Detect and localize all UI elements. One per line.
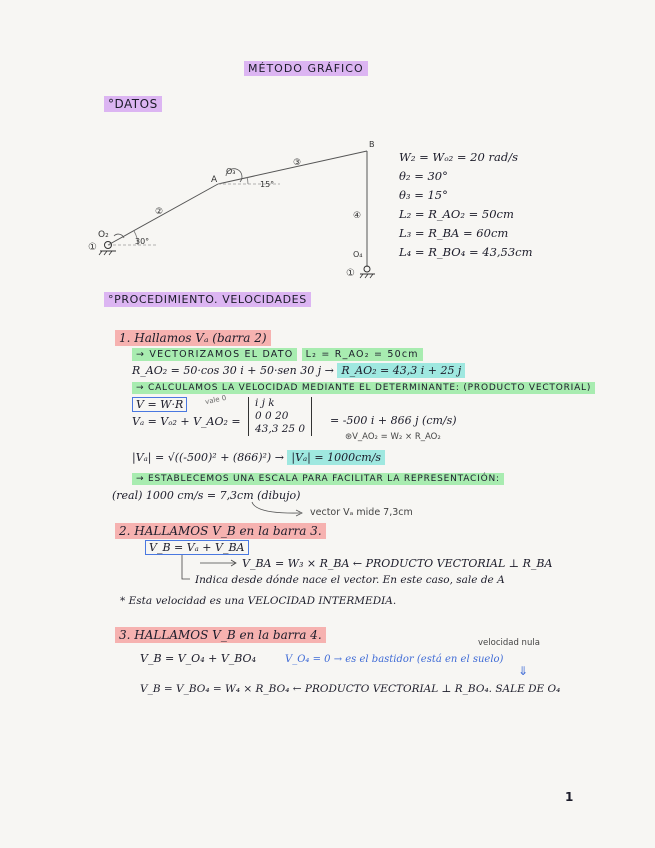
va-equation: Vₐ = Vₒ₂ + V_AO₂ = <box>132 415 241 428</box>
rao2-equation: R_AO₂ = 50·cos 30 i + 50·sen 30 j → <box>132 364 334 377</box>
mag-equation: |Vₐ| = √((-500)² + (866)²) → <box>132 451 284 464</box>
label-b: B <box>369 140 375 149</box>
datos-values <box>399 148 533 262</box>
escala-arrow-icon <box>250 500 310 518</box>
datos-heading: °DATOS <box>104 96 162 112</box>
dato-theta3: θ₃ = 15° <box>399 188 448 202</box>
ground-o4-icon <box>360 266 375 278</box>
magnitude-line <box>132 451 385 464</box>
mag-result: |Vₐ| = 1000cm/s <box>287 450 385 465</box>
label-o2: O₂ <box>98 230 109 240</box>
step1-title: 1. Hallamos Vₐ (barra 2) <box>115 330 271 346</box>
step3-side-note: velocidad nula <box>478 638 540 648</box>
label-1b: ① <box>346 268 355 279</box>
step3-eq1: V_B = V_O₄ + V_BO₄ <box>140 652 256 665</box>
step3-down-arrow-icon: ⇓ <box>518 664 529 678</box>
escala-equation: (real) 1000 cm/s = 7,3cm (dibujo) <box>112 489 301 502</box>
escala-line: → ESTABLECEMOS UNA ESCALA PARA FACILITAR LA REPRESENTACIÓN: <box>132 473 504 485</box>
rao2-result: R_AO₂ = 43,3 i + 25 j <box>337 363 465 378</box>
l2-equation: L₂ = R_AO₂ = 50cm <box>302 348 423 361</box>
side-note-vale0: vale 0 <box>204 393 227 407</box>
procedimiento-heading: °PROCEDIMIENTO. VELOCIDADES <box>104 292 311 307</box>
label-1a: ① <box>88 242 97 253</box>
step2-title: 2. HALLAMOS V_B en la barra 3. <box>115 523 326 539</box>
page-number: 1 <box>565 790 574 804</box>
step2-note: * Esta velocidad es una VELOCIDAD INTERMEDIA. <box>120 595 397 607</box>
label-4: ④ <box>353 211 362 221</box>
label-o4: O₄ <box>353 250 363 259</box>
vectorizamos-line <box>132 349 423 360</box>
calculamos-line: → CALCULAMOS LA VELOCIDAD MEDIANTE EL DETERMINANTE: (PRODUCTO VECTORIAL) <box>132 382 595 394</box>
det-row3: 43,3 25 0 <box>255 423 306 435</box>
dato-l4: L₄ = R_BO₄ = 43,53cm <box>399 245 533 259</box>
page-title: MÉTODO GRÁFICO <box>244 61 368 76</box>
vectorizamos-label: → VECTORIZAMOS EL DATO <box>132 348 297 361</box>
label-a: A <box>211 175 218 185</box>
step2-eq2: V_BA = W₃ × R_BA ← PRODUCTO VECTORIAL ⊥ R_BA <box>242 557 553 570</box>
dato-w2: W₂ = Wₒ₂ = 20 rad/s <box>399 150 518 164</box>
mechanism-diagram <box>80 132 380 282</box>
formula-box: V = W·R <box>132 397 187 412</box>
dato-l3: L₃ = R_BA = 60cm <box>399 226 509 240</box>
step2-eq1-text: V_B = Vₐ + V_BA <box>145 540 249 555</box>
step2-eq1 <box>145 541 249 554</box>
step3-eq2: V_B = V_BO₄ = W₄ × R_BO₄ ← PRODUCTO VECTORIAL ⊥ R_BO₄. SALE DE O₄ <box>140 683 561 695</box>
det-row2: 0 0 20 <box>255 410 289 422</box>
det-row1: i j k <box>255 397 275 409</box>
ground-o2-icon <box>99 242 116 256</box>
dato-l2: L₂ = R_AO₂ = 50cm <box>399 207 514 221</box>
escala-note: vector Vₐ mide 7,3cm <box>310 507 413 518</box>
rao2-line <box>132 364 465 377</box>
label-3: ③ <box>293 158 302 168</box>
det-result: = -500 i + 866 j (cm/s) <box>330 414 457 427</box>
dato-theta2: θ₂ = 30° <box>399 169 448 183</box>
step3-title: 3. HALLAMOS V_B en la barra 4. <box>115 627 326 643</box>
determinant <box>248 397 312 436</box>
label-2: ② <box>155 207 164 217</box>
angle-30: 30° <box>135 237 150 246</box>
label-o3: O₃ <box>226 167 236 176</box>
step3-eq1-note: V_O₄ = 0 → es el bastidor (está en el suelo) <box>285 654 504 665</box>
step2-eq3: Indica desde dónde nace el vector. En este caso, sale de A <box>195 574 505 586</box>
det-note: ⊛V_AO₂ = W₂ × R_AO₂ <box>345 432 441 442</box>
angle-15: 15° <box>260 180 275 189</box>
